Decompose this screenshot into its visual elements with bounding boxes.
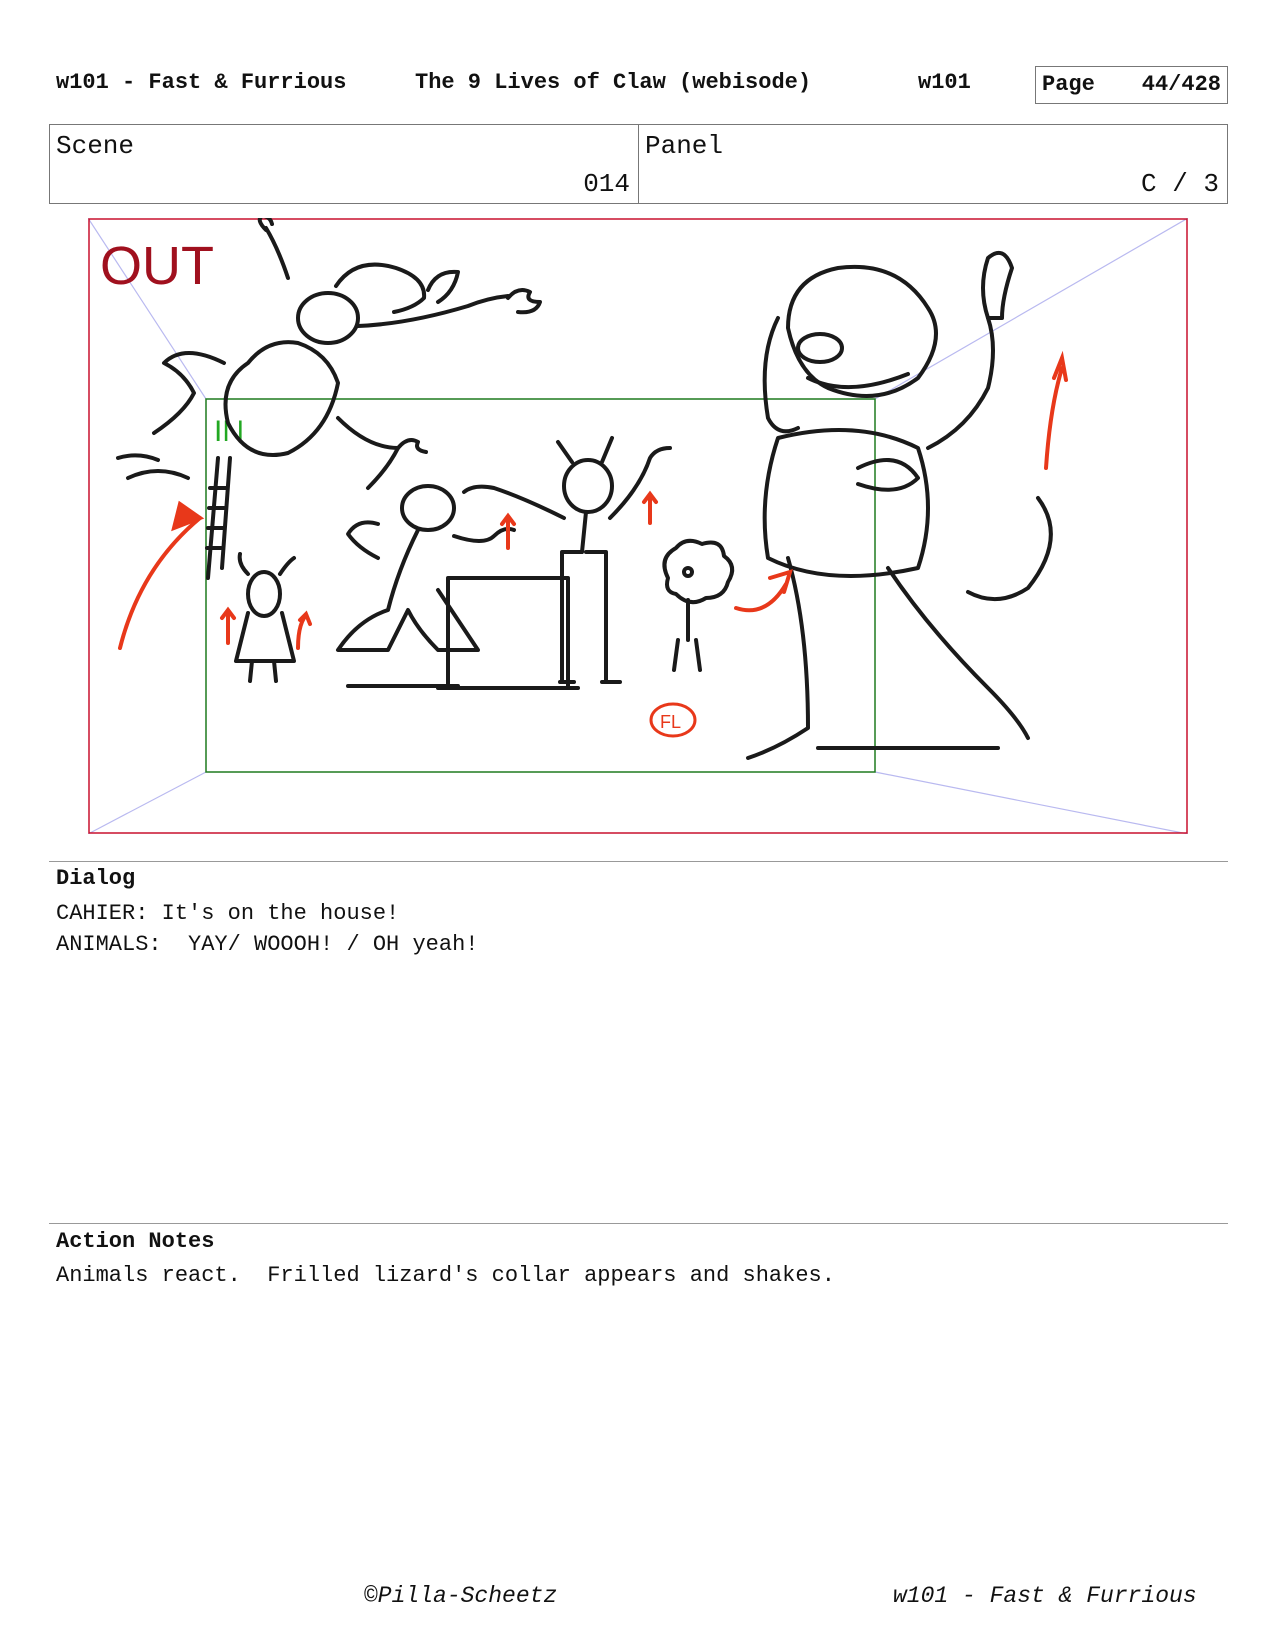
perspective-guides: [88, 218, 1188, 834]
fl-stamp-label: FL: [660, 712, 682, 732]
out-label: OUT: [100, 236, 214, 296]
panel-label: Panel: [645, 131, 724, 161]
scene-label: Scene: [56, 131, 135, 161]
page-counter: [1035, 66, 1228, 104]
episode-code: w101: [918, 70, 971, 95]
small-animal-sketch: [236, 554, 294, 681]
scene-cell: [50, 125, 638, 203]
action-notes-divider: [49, 1223, 1228, 1224]
storyboard-panel: [88, 218, 1188, 834]
dialog-title: Dialog: [56, 866, 136, 891]
page-value: 44/428: [1141, 72, 1221, 97]
panel-value: C / 3: [1140, 169, 1219, 199]
scene-value: 014: [583, 169, 630, 199]
frilled-lizard-sketch: [664, 541, 732, 670]
action-notes-text: Animals react. Frilled lizard's collar appears and shakes.: [56, 1263, 835, 1288]
dialog-line: CAHIER: It's on the house!: [56, 901, 400, 926]
sketch-characters: [118, 218, 1051, 758]
out-frame: [89, 219, 1187, 833]
dialog-line: ANIMALS: YAY/ WOOOH! / OH yeah!: [56, 932, 479, 957]
show-title: The 9 Lives of Claw (webisode): [415, 70, 812, 95]
goat-sketch: [338, 486, 514, 686]
action-notes-title: Action Notes: [56, 1229, 215, 1254]
counter-sketch: [438, 578, 578, 688]
episode-title: w101 - Fast & Furrious: [56, 70, 347, 95]
page-label: Page: [1042, 72, 1095, 97]
motion-arrows: [120, 358, 1066, 648]
dialog-divider: [49, 861, 1228, 862]
in-label: IN: [214, 415, 244, 448]
big-dog-sketch: [748, 253, 1051, 758]
footer-episode: w101 - Fast & Furrious: [893, 1583, 1197, 1609]
scene-panel-table: [49, 124, 1228, 204]
panel-cell: [638, 125, 1227, 203]
footer-copyright: ©Pilla-Scheetz: [364, 1583, 558, 1609]
fl-stamp: [651, 704, 695, 736]
